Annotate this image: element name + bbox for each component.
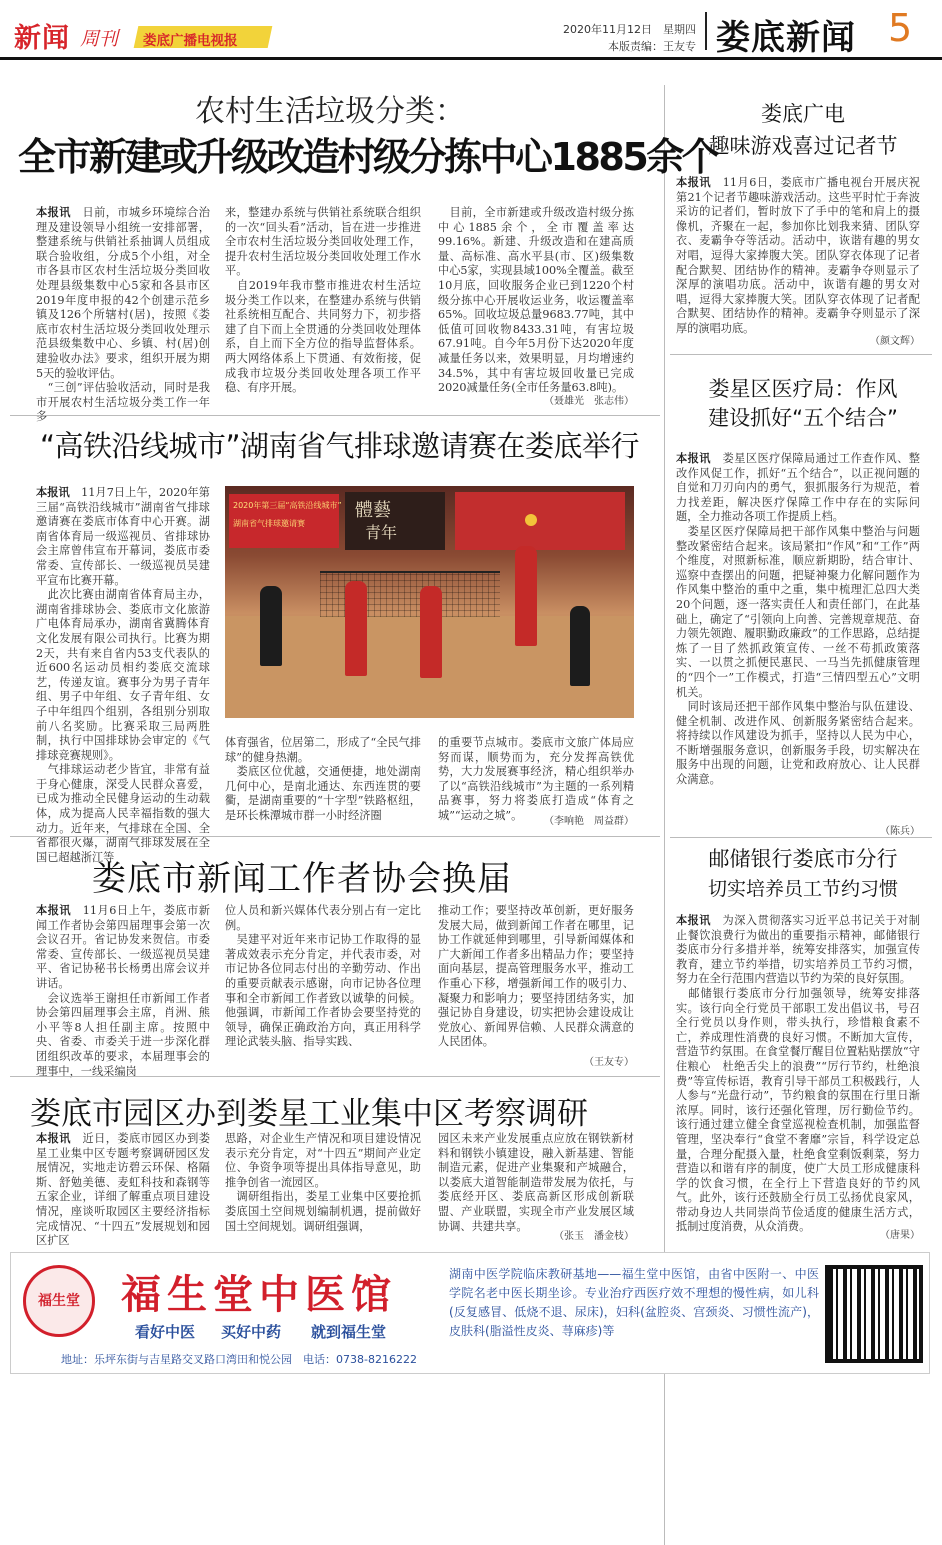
ad-slogan-1: 看好中医 [135, 1323, 196, 1341]
photo-wall-text-1: 體藝 [355, 500, 391, 521]
sidebar1-headline-1: 娄底广电 [761, 102, 845, 126]
industrial-col-3-text: 园区未来产业发展重点应放在钢铁新材料和钢铁小镇建设，融入新基建、智能制造元素，促进产业集聚和产城融合，以娄底大道智能制造带发展为依托，与娄底经开区、娄底高新区形成创新联盟、产业联盟，实现全市产业发展区域协调、共建共享。 [438, 1132, 634, 1233]
lead-col-2 [225, 206, 421, 406]
photo-banner-line-1: 2020年第三届“高铁沿线城市” [233, 501, 342, 510]
sidebar3-headline-1: 邮储银行娄底市分行 [708, 847, 898, 871]
sidebar1-byline: （颜文辉） [870, 336, 920, 347]
journalists-col-3 [438, 904, 634, 1054]
industrial-byline: （张玉 潘金枝） [554, 1231, 634, 1242]
rule-3 [10, 1076, 660, 1077]
industrial-headline: 娄底市园区办到娄星工业集中区考察调研 [30, 1096, 588, 1132]
player-1 [260, 586, 282, 666]
industrial-col-2-text: 思路，对企业生产情况和项目建设情况表示充分肯定，对“十四五”期间产业定位、争资争项等提出具体指导意见，助推争创省一流园区。 调研组指出，娄星工业集中区要抢抓娄底国土空间规划编制机遇，提前做好国土空间规划。调研组强调， [225, 1132, 421, 1233]
rule-2 [10, 836, 660, 837]
sidebar3-body [676, 914, 920, 1234]
ad-brand: 福生堂中医馆 [121, 1271, 397, 1318]
ad-right-panel [439, 1253, 929, 1373]
sidebar3-headline-2: 切实培养员工节约习惯 [707, 878, 898, 900]
journalists-col-1 [36, 904, 210, 1078]
ad-seal-text: 福生堂 [38, 1293, 80, 1309]
player-2 [345, 581, 367, 676]
ball [525, 514, 537, 526]
masthead [0, 0, 942, 58]
ad-address: 地址：乐坪东街与吉星路交叉路口湾田和悦公园 电话：0738-8216222 [61, 1353, 417, 1366]
industrial-col-3 [438, 1132, 634, 1233]
ad-slogan-2: 买好中药 [221, 1323, 282, 1341]
sidebar3-text: 本报讯 为深入贯彻落实习近平总书记关于对制止餐饮浪费行为做出的重要指示精神，邮储银行娄底市分行多措并举，统筹安排落实，加强宣传教育，建立节约举措，切实培养员工节约习惯，努力在全行范围内营造以节约为荣的良好氛围。 邮储银行娄底市分行加强领导，统筹安排落实。该行向全行党员干部职工发出倡议书，号召全行党员以身作则，带头执行，珍惜粮食素不亡，养成理性消费的良好习惯。不断加大宣传，营造节约氛围。在食堂餐厅醒目位置粘贴摆放“守住粮心 杜绝舌尖上的浪费”“厉行节约，杜绝浪费”等宣传标语，教育引导干部员工积极践行，人人参与“光盘行动”，节约粮食的氛围在行里日渐浓厚。同时，该行还强化管理，厉行勤俭节约。该行通过建立健全食堂巡视检查机制，加强监督管理，坚决奉行“食堂不奢靡”宗旨，科学设定总量，合理分配摄入量，杜绝食堂剩饭剩菜，努力营造以和谐有序的制度，使广大员工形成健康科学的饮食习惯，在全行上下营造良好的节约风气。此外，该行还鼓励全行员工弘扬优良家风，带动身边人共同崇尚节俭适度的健康生活方式，抵制过度消费，从众消费。 [676, 914, 920, 1234]
volleyball-col-1 [36, 486, 210, 864]
ad-seal-icon [23, 1265, 95, 1337]
volleyball-col-1-text: 本报讯 11月7日上午，2020年第三届“高铁沿线城市”湖南省气排球邀请赛在娄底市体育中心开赛。湖南省体育局一级巡视员、省排球协会主席曾伟宣布开幕词，娄底市委常委、宣传部长、一级巡视员吴建平宣布比赛开幕。 此次比赛由湖南省体育局主办，湖南省排球协会、娄底市文化旅游广电体育局承办，湖南省冀腾体育文化发展有限公司执行。比赛为期2天，共有来自省内53支代表队的近600名运动员相约娄底交流球艺，传递友谊。赛事分为男子青年组、男子中年组、女子青年组、女子中年组四个组别，各组别分别取前八名奖励。比赛采取三局两胜制，执行中国排球协会审定的《气排球竞赛规则》。 气排球运动老少皆宜，非常有益于身心健康，深受人民群众喜爱，已成为推动全民健身运动的生动载体，成为提高人民幸福指数的强大动力。近年来，气排球在全国、全省都很火爆，湖南气排球发展在全国已超越浙江等 [36, 486, 210, 864]
lead-col-3 [438, 206, 634, 398]
photo-wall-text-2: 青年 [365, 523, 398, 542]
ad-right-text: 湖南中医学院临床教研基地——福生堂中医馆，由省中医附一、中医学院名老中医长期坐诊。专业治疗西医疗效不理想的慢性病，如儿科(反复感冒、低烧不退、尿床)，妇科(盆腔炎、宫颈炎、习惯性流产)，皮肤科(脂溢性皮炎、荨麻疹)等 [449, 1267, 819, 1338]
player-5 [570, 606, 590, 686]
issue-date: 2020年11月12日 星期四 [563, 23, 696, 36]
journalists-col-1-text: 本报讯 11月6日上午，娄底市新闻工作者协会第四届理事会第一次会议召开。省记协发来贺信。市委常委、宣传部长、一级巡视员吴建平、省记协秘书长杨勇出席会议并讲话。 会议选举王谢担任市新闻工作者协会第四届理事会主席，肖洲、熊小平等8人担任副主席。按照中央、省委、市委关于进一步深化群团组织改革的要求，本届理事会的理事中，一线采编岗 [36, 904, 210, 1078]
ad-banner [10, 1252, 930, 1374]
masthead-logo-sub: 周刊 [80, 28, 119, 50]
lead-col-3-text: 目前，全市新建或升级改造村级分拣中心1885余个，全市覆盖率达99.16%。新建、升级改造和在建高质量、高标准、高水平县(市、区)级集数中心5家，实现县域100%全覆盖。截至10月底，回收服务企业已到1220个村级分拣中心开展收运业务，收运覆盖率65%。回收垃圾总量9683.77吨，其中低值可回收物8433.31吨，有害垃圾67.91吨。自今年5月份下达2020年度减量任务以来，效果明显，月均增速约34.5%，其中有害垃圾回收量已完成2020减量任务(全市任务量63.8吨)。 [438, 206, 634, 395]
page-number: 5 [888, 6, 913, 50]
sidebar2-headline-1: 娄星区医疗局：作风 [708, 377, 898, 401]
industrial-col-2 [225, 1132, 421, 1240]
player-3 [420, 586, 442, 678]
lead-headline: 全市新建或升级改造村级分拣中心1885余个 [18, 135, 718, 179]
photo-banner-line-2: 湖南省气排球邀请赛 [233, 519, 305, 528]
page-editor: 本版责编：王友专 [608, 40, 696, 53]
lead-col-2-text: 来，整建办系统与供销社系统联合组织的一次“回头看”活动，旨在进一步推进全市农村生活垃圾分类回收处理工作，提升农村生活垃圾分类回收处理工作水平。 自2019年我市整市推进农村生活垃圾分类工作以来，在整建办系统与供销社系统相互配合、共同努力下，初步搭建了自下而上全贯通的分类回收处理体系，自上而下全方位的指导监督体系。两大网络体系上下贯通、有效衔接，促成我市垃圾分类回收处理各项工作平稳、有序开展。 [225, 206, 421, 395]
masthead-tag: 娄底广播电视报 [143, 33, 238, 49]
rule-1 [10, 415, 660, 416]
sidebar2-body [676, 452, 920, 832]
section-title: 娄底新闻 [716, 18, 856, 58]
journalists-byline: （王友专） [584, 1057, 634, 1068]
ad-slogan-3: 就到福生堂 [311, 1323, 387, 1341]
lead-byline: （聂雄光 张志伟） [544, 396, 634, 407]
sidebar1-text: 本报讯 11月6日，娄底市广播电视台开展庆祝第21个记者节趣味游戏活动。这些平时忙于奔波采访的记者们，暂时放下了手中的笔和肩上的摄像机，齐聚在一起，参加你比划我来猜、团队穿衣、麦霸争夺等活动。活动中，诙谐有趣的男女对唱，逗得大家捧腹大笑。团队穿衣体现了记者配合默契、团结协作的精神。麦霸争夺则显示了深厚的演唱功底。活动中，诙谐有趣的男女对唱，逗得大家捧腹大笑。团队穿衣体现了记者配合默契、团结协作的精神。麦霸争夺则显示了深厚的演唱功底。 [676, 176, 920, 335]
masthead-rule [0, 57, 942, 60]
journalists-col-2-text: 位人员和新兴媒体代表分别占有一定比例。 吴建平对近年来市记协工作取得的显著成效表示充分肯定，并代表市委，对市记协各位同志付出的辛勤劳动、作出的重要贡献表示感谢，向市记协各位理事和全市新闻工作者致以诚挚的问候。他强调，市新闻工作者协会要坚持党的领导，确保正确政治方向，真正用科学理论武装头脑、指导实践、 [225, 904, 421, 1049]
sidebar3-byline: （唐果） [880, 1230, 920, 1241]
photo-wall-red [455, 492, 625, 550]
volleyball-byline: （李响艳 周益群） [544, 816, 634, 827]
volleyball-col-2-text: 体育强省，位居第二，形成了“全民气排球”的健身热潮。 娄底区位优越，交通便捷，地处湖南几何中心，是南北通达、东西连贯的要衢，是湖南重要的“十字型”铁路枢纽，是环长株潭城市群一小时经济圈 [225, 736, 421, 822]
masthead-logo: 新闻 [14, 23, 70, 54]
player-4 [515, 546, 537, 646]
sidebar-rule-2 [670, 837, 932, 838]
sidebar-rule-1 [670, 354, 932, 355]
masthead-divider [705, 12, 707, 50]
sidebar2-byline: （陈兵） [880, 826, 920, 837]
sidebar1-headline-2: 趣味游戏喜过记者节 [708, 134, 898, 158]
lead-col-1-text: 本报讯 日前，市城乡环境综合治理及建设领导小组统一安排部署，整建系统与供销社系抽调人员组成联合验收组，分成5个小组，对全市各县市区农村生活垃圾分类回收处理县级集数中心5家和各县市区2019年度申报的42个创建示范乡镇及126个所辖村(居)，按照《娄底市农村生活垃圾分类回收处理示范县级集数中心、乡镇、村(居)创建验收办法》要求，组织开展为期5天的验收评估。 “三创”评估验收活动，同时是我市开展农村生活垃圾分类工作一年多 [36, 206, 210, 424]
volleyball-headline: “高铁沿线城市”湖南省气排球邀请赛在娄底举行 [40, 429, 640, 463]
sidebar2-text: 本报讯 娄星区医疗保障局通过工作查作风、整改作风促工作，抓好“五个结合”，以正视问题的自觉和刀刃向内的勇气，狠抓服务行为规范，着力找差距，解决医疗保障工作中存在的实际问题，全力推动各项工作提质上档。 娄星区医疗保障局把干部作风集中整治与问题整改紧密结合起来。该局紧扣“作风”和“工作”两个维度，对照新标准，顺应新期盼，结合审计、巡察中查摆出的问题，把疑神聚力化解问题作为作风集中整治的重中之重，集中梳理汇总四大类20个问题，逐一落实责任人和责任部门，在此基础上，确定了“引领向上向善、完善规章规范、奋力领先领跑、履职勤政廉政”的工作思路，总结提炼了一目了然抓政策宣传、一丝不苟抓政策落实、一以贯之抓便民惠民、一马当先抓健康管理的“四个一”工作模式，打造“三情四型五心”文明机关。 同时该局还把干部作风集中整治与队伍建设、健全机制、改进作风、创新服务紧密结合起来。将持续以作风建设为抓手，坚持以人民为中心，不断增强服务意识，创新服务手段，切实解决在服务中出现的问题，让党和政府放心、让人民群众满意。 [676, 452, 920, 787]
industrial-col-1 [36, 1132, 210, 1248]
volleyball-photo [225, 486, 634, 718]
lead-kicker: 农村生活垃圾分类： [195, 94, 465, 129]
industrial-col-1-text: 本报讯 近日，娄底市园区办到娄星工业集中区专题考察调研园区发展情况，实地走访碧云环保、格隔斯、舒勉美德、麦虹科技和森钢等五家企业，详细了解重点项目建设情况，座谈听取园区主要经济指标完成情况、“十四五”发展规划和园区扩区 [36, 1132, 210, 1248]
sidebar1-body [676, 176, 920, 346]
volleyball-col-2 [225, 736, 421, 832]
volleyball-col-3-text: 的重要节点城市。娄底市文旅广体局应努而谋，顺势而为，充分发挥高铁优势，大力发展赛事经济，精心组织举办了以“高铁沿线城市”为主题的一系列精品赛事，努力将娄底打造成“体育之城”“运动之城”。 [438, 736, 634, 822]
lead-col-1 [36, 206, 210, 424]
qr-code-icon [825, 1265, 923, 1363]
journalists-headline: 娄底市新闻工作者协会换届 [92, 859, 512, 899]
journalists-col-2 [225, 904, 421, 1070]
journalists-col-3-text: 推动工作；要坚持改革创新，更好服务发展大局，做到新闻工作者在哪里，记协工作就延伸到哪里，引导新闻媒体和广大新闻工作者多出精品力作；要坚持面向基层，提高管理服务水平，推动工作重心下移，增强新闻工作的吸引力、凝聚力和影响力；要坚持团结务实，加强记协自身建设，切实把协会建设成让党放心、新闻界信赖、人民群众满意的人民团体。 [438, 904, 634, 1049]
sidebar2-headline-2: 建设抓好“五个结合” [708, 406, 898, 430]
